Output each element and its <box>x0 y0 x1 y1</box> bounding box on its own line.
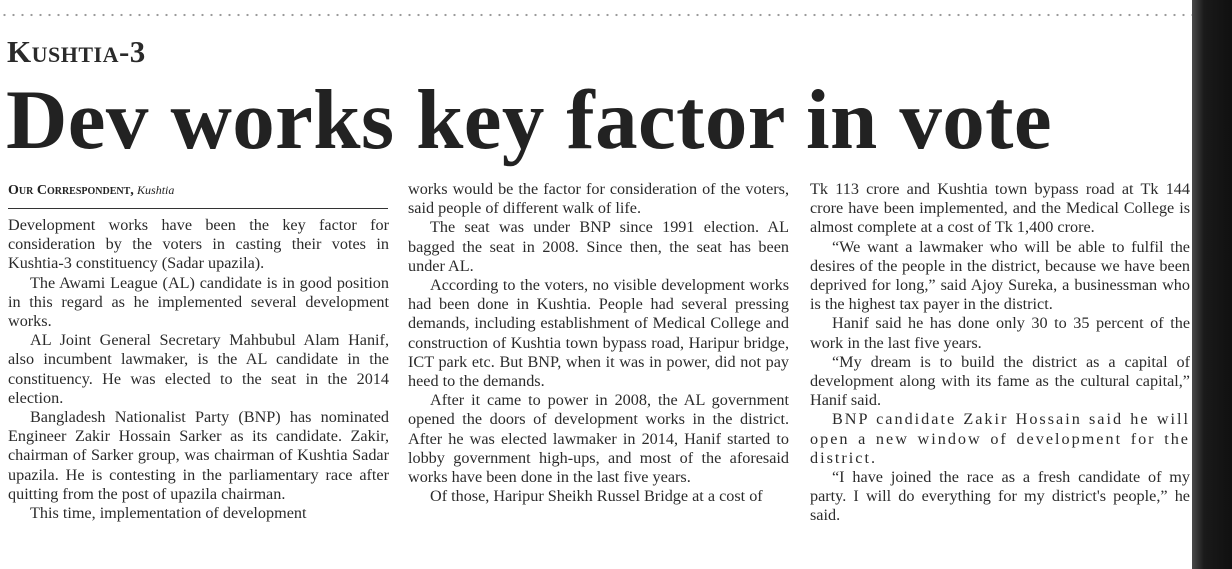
byline-name: Our Correspondent, <box>8 183 134 198</box>
byline-rule <box>8 208 388 209</box>
paragraph: The Awami League (AL) candidate is in good position in this regard as he implemented several development works. <box>8 273 389 331</box>
paragraph: Of those, Haripur Sheikh Russel Bridge at a cost of <box>430 487 763 506</box>
paragraph: After it came to power in 2008, the AL government opened the doors of development works in the district. After he was elected lawmaker in 2014, Hanif started to lobby government high-ups, and most of the aforesaid works have been done in the last five years. <box>408 391 789 487</box>
paragraph: According to the voters, no visible development works had been done in Kushtia. People had several pressing demands, including establishment of Medical College and construction of Kushtia town bypass road, Haripur bridge, ICT park etc. But BNP, when it was in power, did not pay heed to the demands. <box>408 276 789 391</box>
paragraph: “I have joined the race as a fresh candidate of my party. I will do everything for my district's people,” he said. <box>810 468 1190 525</box>
byline-place: Kushtia <box>137 183 175 197</box>
paragraph: BNP candidate Zakir Hossain said he will open a new window of development for the district. <box>810 410 1190 467</box>
article-column-3 <box>810 180 1190 526</box>
paragraph: “We want a lawmaker who will be able to fulfil the desires of the people in the district, because we have been deprived for long,” said Ajoy Sureka, a businessman who is the highest tax payer in the district. <box>810 237 1190 314</box>
paragraph: AL Joint General Secretary Mahbubul Alam Hanif, also incumbent lawmaker, is the AL candidate in the constituency. He was elected to the seat in the 2014 election. <box>8 331 389 407</box>
headline: Dev works key factor in vote <box>6 73 1052 167</box>
kicker-initial: K <box>7 34 32 69</box>
article-column-2 <box>408 180 789 506</box>
paragraph: works would be the factor for consideration of the voters, said people of different walk of life. <box>408 180 789 218</box>
paragraph: This time, implementation of development <box>30 504 307 523</box>
page-edge-shadow <box>1192 0 1232 569</box>
paragraph: Development works have been the key factor for consideration by the voters in casting their votes in Kushtia-3 constituency (Sadar upazila). <box>8 216 389 273</box>
paragraph: Hanif said he has done only 30 to 35 percent of the work in the last five years. <box>810 314 1190 352</box>
article-column-1 <box>8 216 389 523</box>
paragraph: Bangladesh Nationalist Party (BNP) has nominated Engineer Zakir Hossain Sarker as its candidate. Zakir, chairman of Sarker group, was chairman of Kushtia Sadar upazila. He is contesting in the parliamentary race after quitting from the post of upazila chairman. <box>8 408 389 503</box>
dotted-rule <box>0 13 1195 17</box>
byline <box>8 182 174 199</box>
kicker-rest: ushtia-3 <box>31 34 146 69</box>
paragraph: The seat was under BNP since 1991 election. AL bagged the seat in 2008. Since then, the seat has been under AL. <box>408 218 789 275</box>
paragraph: “My dream is to build the district as a capital of development along with its fame as the cultural capital,” Hanif said. <box>810 352 1190 410</box>
paragraph: Tk 113 crore and Kushtia town bypass road at Tk 144 crore have been implemented, and the Medical College is almost complete at a cost of Tk 1,400 crore. <box>810 180 1190 237</box>
section-kicker <box>7 34 146 70</box>
